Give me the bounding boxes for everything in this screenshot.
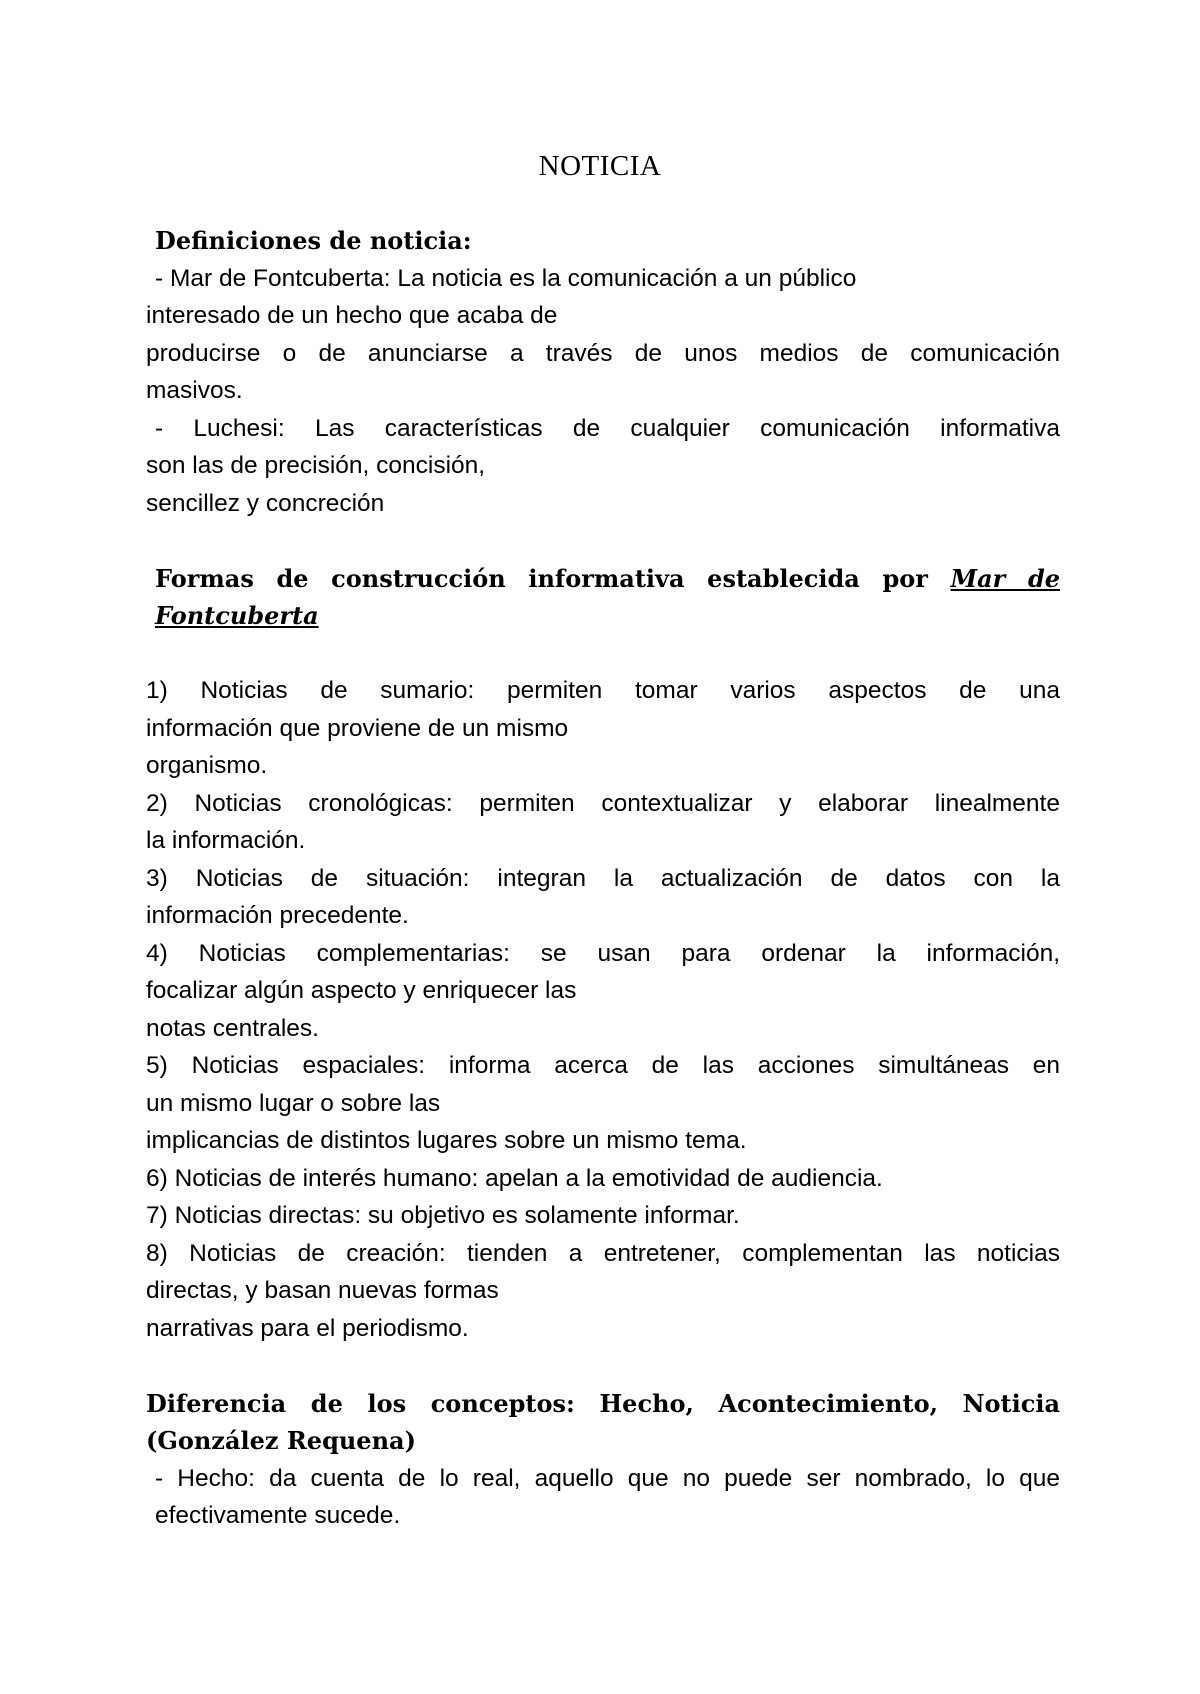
definition-line: sencillez y concreción: [146, 489, 385, 517]
list-item-line: organismo.: [146, 752, 268, 779]
list-item: [146, 785, 1060, 860]
list-item-line: 1) Noticias de sumario: permiten tomar varios aspectos de una: [146, 677, 1060, 704]
definition-line: - Mar de Fontcuberta: La noticia es la comunicación a un público: [155, 264, 857, 292]
spacer: [146, 1347, 1060, 1385]
section-heading-diferencia: Diferencia de los conceptos: Hecho, Acontecimiento, Noticia (González Requena): [146, 1388, 1060, 1455]
list-item-line: directas, y basan nuevas formas: [146, 1277, 499, 1304]
list-item: [146, 935, 1060, 1048]
section-heading-formas: [146, 560, 1060, 635]
definition-hecho: - Hecho: da cuenta de lo real, aquello que no puede ser nombrado, lo que efectivamente sucede.: [155, 1464, 1060, 1529]
list-item-line: 2) Noticias cronológicas: permiten contextualizar y elaborar linealmente: [146, 789, 1060, 817]
list-item: [146, 1047, 1060, 1160]
definition-line: masivos.: [146, 377, 243, 404]
document-title: NOTICIA: [538, 150, 662, 182]
definition-line: interesado de un hecho que acaba de: [146, 302, 558, 329]
section-heading-definiciones: Definiciones de noticia:: [155, 226, 472, 255]
list-item: [146, 672, 1060, 785]
heading-text: Formas de construcción informativa establecida por: [155, 563, 951, 593]
spacer: [146, 635, 1060, 673]
heading-author: Mar de Fontcuberta: [155, 563, 1060, 630]
list-item-line: 6) Noticias de interés humano: apelan a la emotividad de audiencia.: [146, 1164, 883, 1192]
list-item: [146, 860, 1060, 935]
spacer: [146, 522, 1060, 560]
list-item-line: 7) Noticias directas: su objetivo es solamente informar.: [146, 1202, 740, 1229]
definition-fontcuberta: [146, 260, 1060, 298]
list-item-line: focalizar algún aspecto y enriquecer las: [146, 977, 577, 1004]
list-item-line: 3) Noticias de situación: integran la actualización de datos con la: [146, 864, 1060, 892]
definition-luchesi: [146, 410, 1060, 448]
list-item-line: información que proviene de un mismo: [146, 714, 569, 742]
list-item: [146, 1235, 1060, 1348]
list-item-line: 8) Noticias de creación: tienden a entretener, complementan las noticias: [146, 1239, 1060, 1267]
list-item: [146, 1160, 1060, 1198]
list-item-line: 4) Noticias complementarias: se usan para ordenar la información,: [146, 939, 1060, 967]
list-item-line: notas centrales.: [146, 1014, 319, 1042]
list-item-line: implicancias de distintos lugares sobre un mismo tema.: [146, 1127, 747, 1154]
list-item-line: narrativas para el periodismo.: [146, 1314, 469, 1342]
list-item: [146, 1197, 1060, 1235]
list-item-line: la información.: [146, 827, 306, 854]
definition-line: son las de precisión, concisión,: [146, 452, 486, 479]
definition-line: producirse o de anunciarse a través de unos medios de comunicación: [146, 339, 1060, 367]
definition-line: - Luchesi: Las características de cualquier comunicación informativa: [155, 414, 1060, 442]
list-item-line: un mismo lugar o sobre las: [146, 1089, 441, 1117]
document-body: [146, 222, 1060, 1535]
list-item-line: 5) Noticias espaciales: informa acerca de las acciones simultáneas en: [146, 1052, 1060, 1079]
list-item-line: información precedente.: [146, 902, 409, 929]
